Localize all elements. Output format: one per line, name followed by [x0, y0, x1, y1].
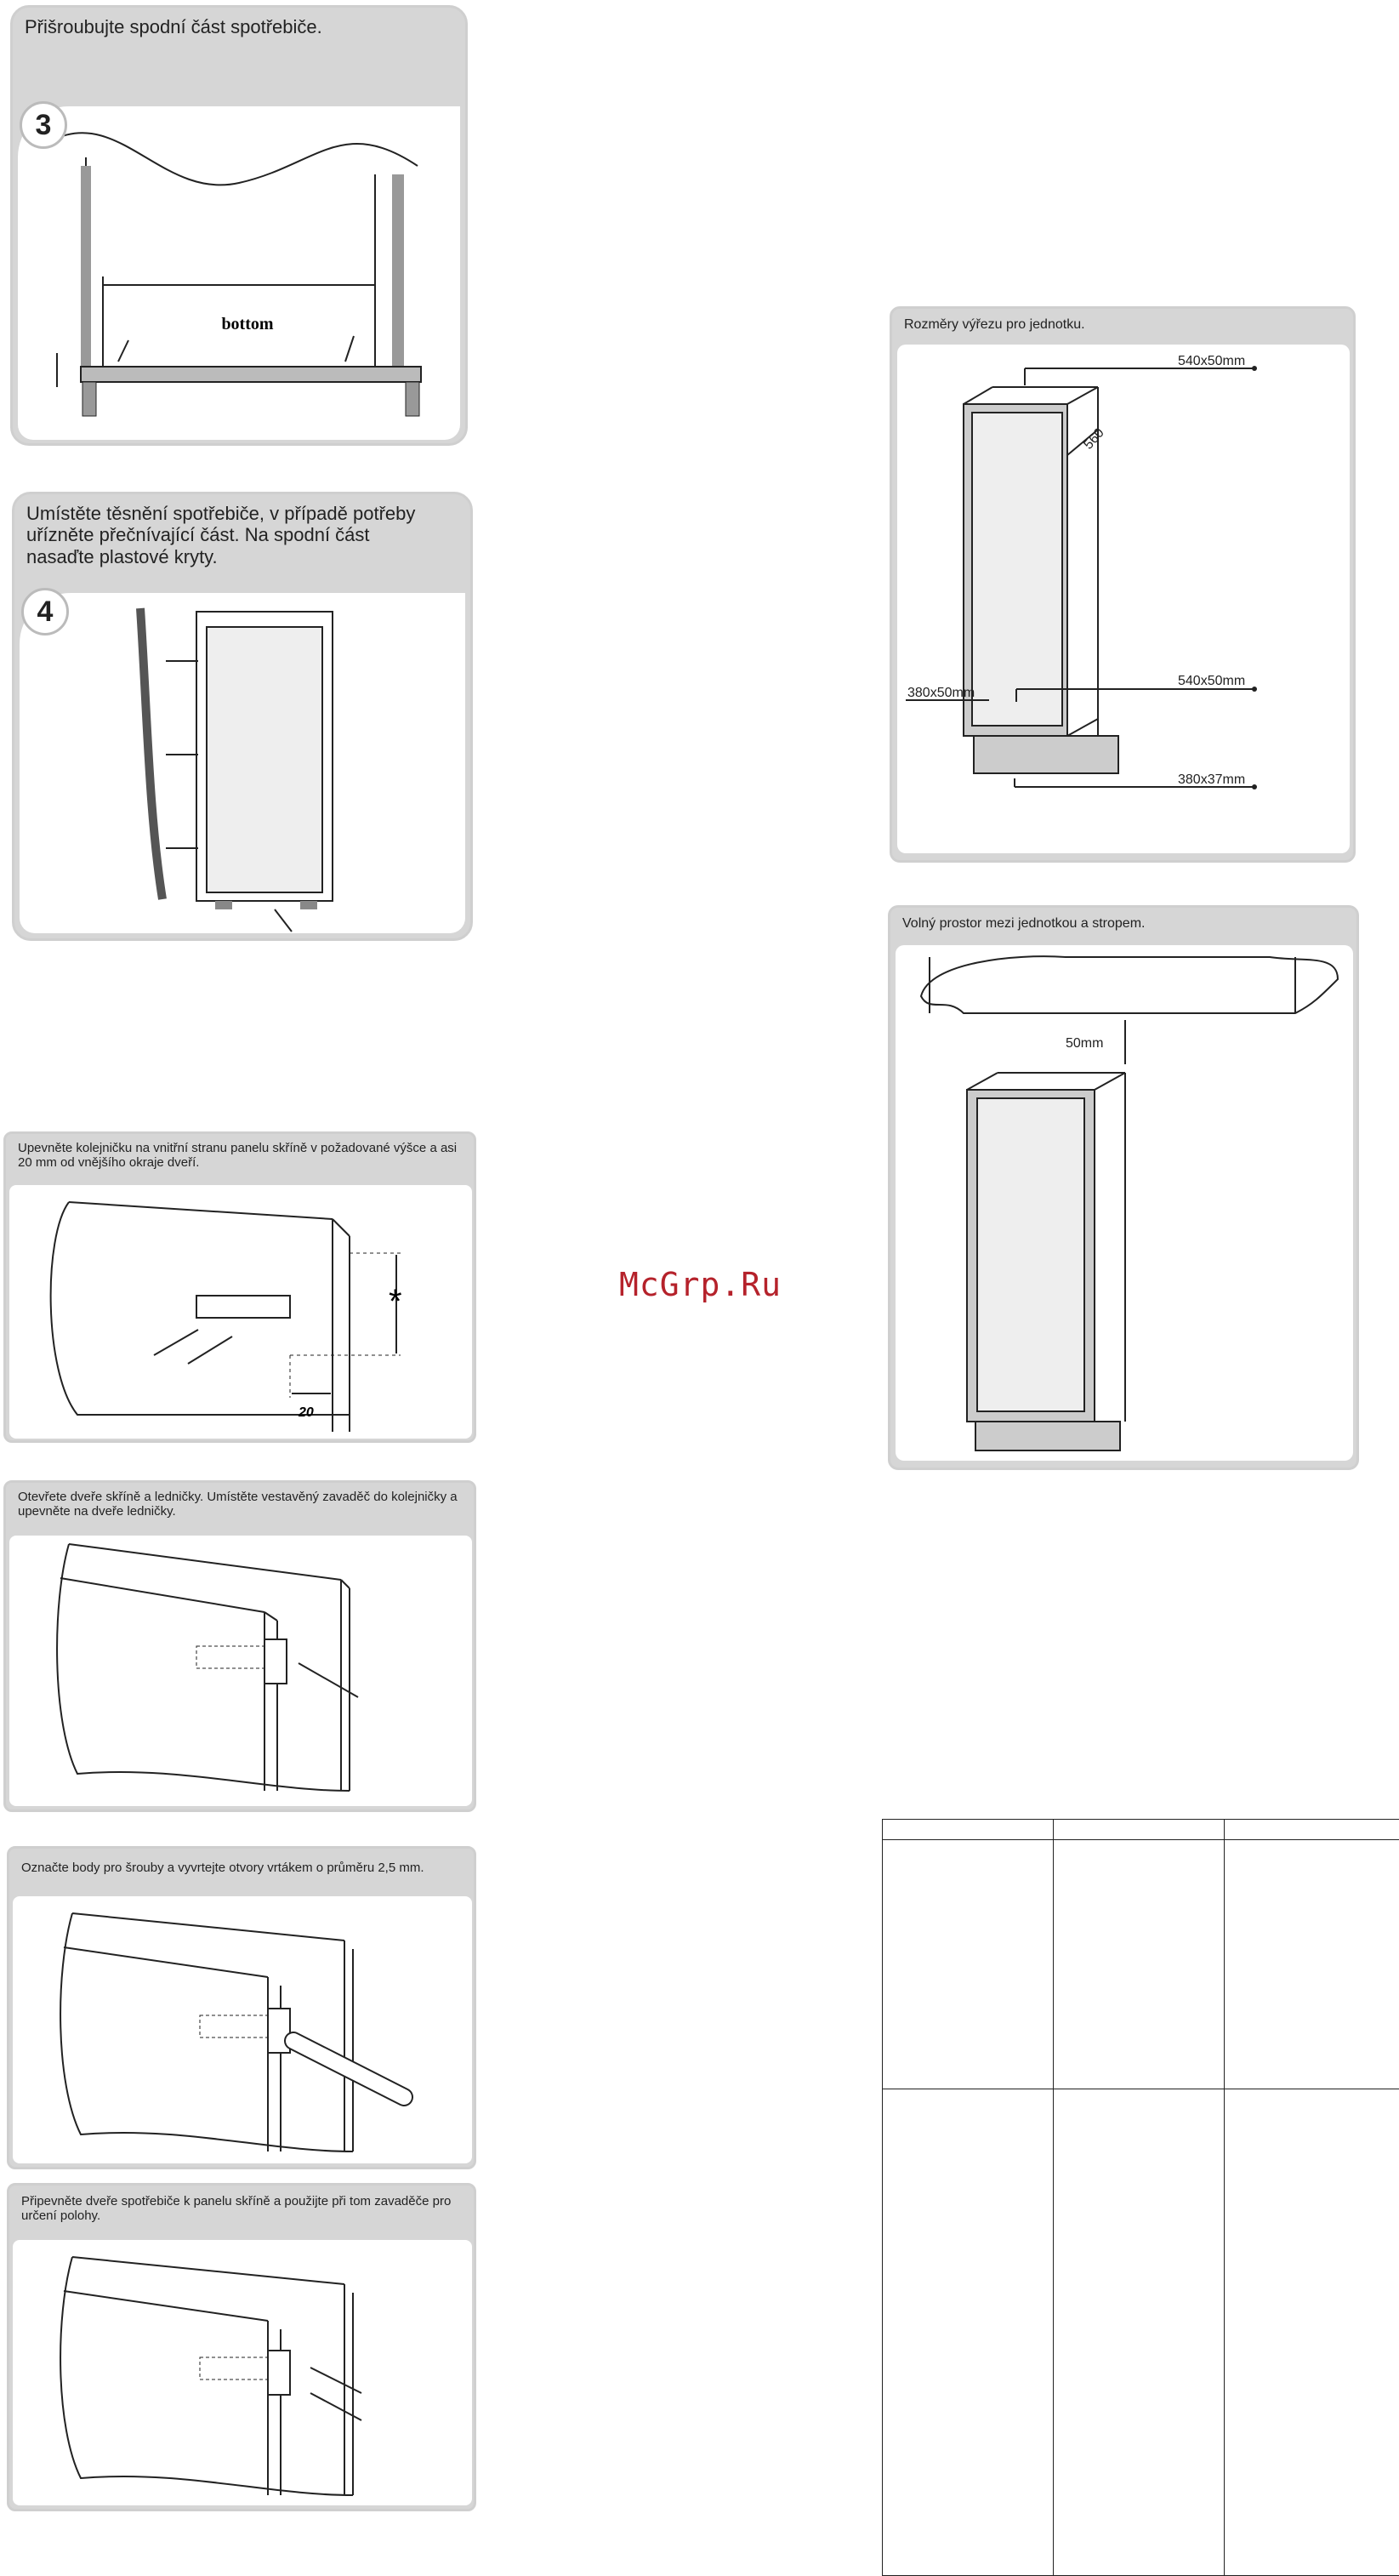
- dim-depth: 560: [1081, 425, 1107, 452]
- drill-illustration: [13, 1896, 472, 2163]
- drill-diagram: [13, 1896, 472, 2163]
- open-doors-panel: [3, 1480, 476, 1812]
- rail-illustration: [9, 1185, 472, 1439]
- table-cell: [883, 1840, 1054, 2089]
- cutout-caption: Rozměry výřezu pro jednotku.: [904, 317, 1341, 333]
- table-header-cell: [883, 1820, 1054, 1840]
- drill-caption: Označte body pro šrouby a vyvrtejte otvory vrtákem o průměru 2,5 mm.: [21, 1861, 462, 1875]
- table-cell: [1225, 2089, 1399, 2576]
- table-cell: [1225, 1840, 1399, 2089]
- attach-illustration: [13, 2240, 472, 2505]
- bottom-label: bottom: [221, 315, 273, 333]
- table-cell: [883, 2089, 1054, 2576]
- table-row: [883, 2089, 1399, 2576]
- step-number-4: 4: [21, 588, 69, 635]
- dim-top: 540x50mm: [1178, 354, 1245, 368]
- table-row: [883, 1840, 1399, 2089]
- rail-diagram: [9, 1185, 472, 1439]
- attach-diagram: [13, 2240, 472, 2505]
- attach-panel: [7, 2183, 476, 2511]
- ceiling-gap: 50mm: [1066, 1036, 1103, 1051]
- open-doors-illustration: [9, 1536, 472, 1806]
- bottom-screw-diagram: [18, 106, 460, 440]
- table-header-cell: [1054, 1820, 1225, 1840]
- dim-left: 380x50mm: [907, 686, 975, 700]
- empty-table: [882, 1819, 1399, 2576]
- step-number-3: 3: [20, 101, 67, 149]
- open-doors-diagram: [9, 1536, 472, 1806]
- drill-panel: [7, 1846, 476, 2169]
- rail-panel: [3, 1131, 476, 1443]
- twenty-label: 20: [298, 1405, 314, 1420]
- attach-caption: Připevněte dveře spotřebiče k panelu skříně a použijte při tom zavaděče pro určení polohy.: [21, 2194, 462, 2224]
- ceiling-illustration: [896, 945, 1353, 1461]
- step-4-illustration: [20, 593, 465, 933]
- star-label: *: [389, 1283, 402, 1320]
- step-4-panel: [12, 492, 473, 941]
- rail-caption: Upevněte kolejničku na vnitřní stranu panelu skříně v požadované výšce a asi 20 mm od vnějšího okraje dveří.: [18, 1141, 462, 1171]
- seal-install-diagram: [20, 593, 465, 933]
- table-cell: [1054, 1840, 1225, 2089]
- cutout-panel: [890, 306, 1356, 863]
- step-3-panel: [10, 5, 468, 446]
- cutout-diagram: [897, 345, 1350, 853]
- ceiling-panel: [888, 905, 1359, 1470]
- table-header-row: [883, 1820, 1399, 1840]
- open-doors-caption: Otevřete dveře skříně a ledničky. Umístěte vestavěný zavaděč do kolejničky a upevněte na dveře ledničky.: [18, 1490, 462, 1519]
- cutout-illustration: [897, 345, 1350, 853]
- ceiling-caption: Volný prostor mezi jednotkou a stropem.: [902, 916, 1345, 932]
- step-4-caption: Umístěte těsnění spotřebiče, v případě potřeby uřízněte přečnívající část. Na spodní část nasaďte plastové kryty.: [26, 503, 435, 567]
- ceiling-diagram: [896, 945, 1353, 1461]
- dim-bottom: 380x37mm: [1178, 772, 1245, 787]
- table-header-cell: [1225, 1820, 1399, 1840]
- table-cell: [1054, 2089, 1225, 2576]
- step-3-caption: Přišroubujte spodní část spotřebiče.: [25, 16, 453, 37]
- dim-mid: 540x50mm: [1178, 674, 1245, 688]
- watermark: McGrp.Ru: [619, 1266, 782, 1303]
- step-3-illustration: [18, 106, 460, 440]
